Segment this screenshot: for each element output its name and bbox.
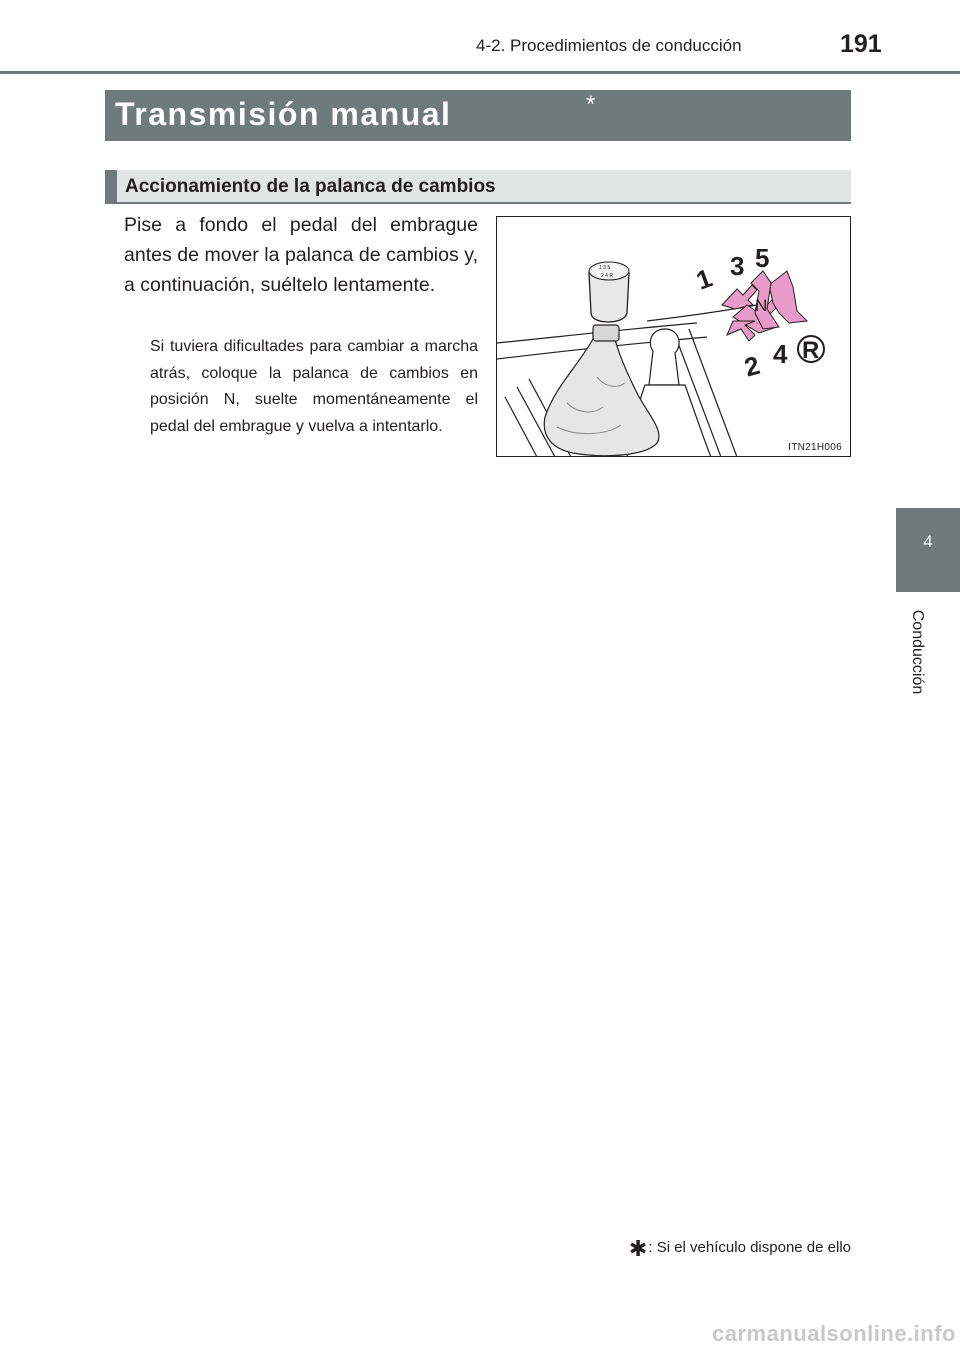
gear-shift-illustration — [496, 216, 851, 457]
chapter-label: Conducción — [909, 609, 926, 695]
main-instruction: Pise a fondo el pedal del embrague antes de mover la palanca de cambios y, a continuación, suéltelo lentamente. — [124, 214, 478, 296]
svg-text:5: 5 — [755, 243, 770, 273]
watermark: carmanualsonline.info — [712, 1321, 956, 1346]
footnote-text: : Si el vehículo dispone de ello — [648, 1239, 851, 1256]
subheading-accent — [105, 170, 117, 202]
svg-text:4: 4 — [773, 339, 788, 369]
gear-shift-drawing — [497, 217, 851, 457]
svg-text:3: 3 — [730, 251, 745, 281]
subheading: Accionamiento de la palanca de cambios — [125, 176, 496, 197]
footnote-marker: ✱ — [628, 1236, 648, 1261]
svg-text:1: 1 — [692, 262, 716, 296]
page-number: 191 — [840, 30, 882, 58]
chapter-tab — [896, 508, 960, 592]
optional-equipment-marker: * — [586, 91, 596, 118]
section-title-bar — [105, 90, 851, 141]
svg-text:1 3 5: 1 3 5 — [599, 265, 611, 271]
footnote — [629, 1236, 851, 1262]
subheading-bar — [105, 170, 851, 204]
chapter-number: 4 — [923, 532, 933, 551]
illustration-code: ITN21H006 — [788, 442, 842, 453]
section-breadcrumb: 4-2. Procedimientos de conducción — [476, 36, 742, 55]
svg-text:N: N — [755, 296, 768, 315]
instruction-note: Si tuviera dificultades para cambiar a marcha atrás, coloque la palanca de cambios en posición N, suelte momentáneamente el pedal del embrague y vuelva a intentarlo. — [150, 338, 478, 435]
svg-text:R: R — [802, 337, 820, 364]
header-divider — [0, 71, 960, 74]
svg-text:2: 2 — [741, 349, 763, 383]
svg-text:2 4 R: 2 4 R — [601, 273, 613, 279]
page-title: Transmisión manual — [115, 96, 452, 132]
